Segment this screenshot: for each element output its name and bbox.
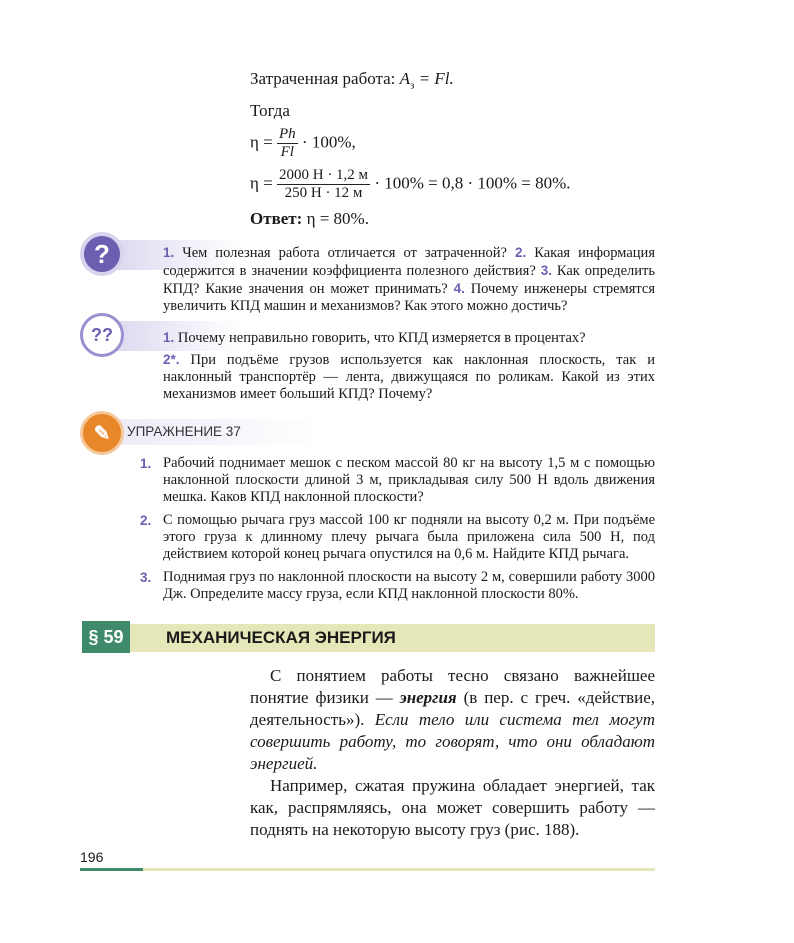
footer-rule-accent xyxy=(80,868,143,871)
review-questions: 1. Чем полезная работа отличается от затраченной? 2. Какая информация содержится в значении коэффициента полезного действия? 3. Как определить КПД? Какие значения он может принимать? 4. Почему инженеры стремятся увеличить КПД машин и механизмов? Как этого можно достичь? xyxy=(163,245,655,315)
exercise-number: 2. xyxy=(140,513,152,529)
exercise-item: 3. Поднимая груз по наклонной плоскости на высоту 2 м, совершили работу 3000 Дж. Определите массу груза, если КПД наклонной плоскости 80%. xyxy=(140,569,655,603)
discussion-item-1: 1. Почему неправильно говорить, что КПД измеряется в процентах? xyxy=(163,330,586,347)
exercise-list xyxy=(0,455,794,603)
discussion-icon: ?? xyxy=(80,313,124,357)
formula-work-spent: Затраченная работа: $A_з = Fl$. xyxy=(250,69,454,92)
exercise-item: 2. С помощью рычага груз массой 100 кг подняли на высоту 0,2 м. При подъёме этого груза к длинному плечу рычага была приложена сила 500 Н, под действием которой конец рычага опустился на 0,6 м. Найдите КПД рычага. xyxy=(140,512,655,563)
question-icon: ? xyxy=(80,232,124,276)
exercise-item: 1. Рабочий поднимает мешок с песком массой 80 кг на высоту 1,5 м с помощью наклонной плоскости длиной 3 м, прикладывая силу 500 Н вдоль движения мешка. Каков КПД наклонной плоскости? xyxy=(140,455,655,506)
body-paragraph-1: С понятием работы тесно связано важнейшее понятие физики — энергия (в пер. с греч. «действие, деятельность»). Если тело или система тел могут совершить работу, то говорят, что они обладают энергией. xyxy=(250,666,655,774)
formula-calculation: η = $\frac{2000 Н \cdot 1,2 м}{250 Н \cdot 12 м}$ · 100% = 0,8 · 100% = 80%. xyxy=(250,167,571,202)
exercise-header xyxy=(0,415,794,449)
footer xyxy=(0,849,794,873)
discussion-block xyxy=(0,324,794,403)
section-title: МЕХАНИЧЕСКАЯ ЭНЕРГИЯ xyxy=(166,628,396,648)
exercise-number: 3. xyxy=(140,570,152,586)
section-number: § 59 xyxy=(82,621,130,653)
exercise-title: УПРАЖНЕНИЕ 37 xyxy=(127,424,241,440)
answer: Ответ: η = 80%. xyxy=(250,209,369,229)
exercise-number: 1. xyxy=(140,456,152,472)
footer-rule xyxy=(143,868,655,871)
body-paragraph-2: Например, сжатая пружина обладает энергией, так как, распрямляясь, она может совершить работу — поднять на некоторую высоту груз (рис. 188). xyxy=(250,776,655,840)
pencil-icon: ✎ xyxy=(80,411,124,455)
section-header xyxy=(0,621,794,655)
text-then: Тогда xyxy=(250,101,290,121)
review-block xyxy=(0,238,794,315)
formula-efficiency: η = $\frac{Ph}{Fl}$ · 100%, xyxy=(250,126,356,161)
discussion-item-2: 2*. При подъёме грузов используется как наклонная плоскость, так и наклонный транспортёр — лента, движущаяся по роликам. Какой из этих механизмов имеет больший КПД? Почему? xyxy=(163,352,655,403)
page-number: 196 xyxy=(80,849,104,866)
